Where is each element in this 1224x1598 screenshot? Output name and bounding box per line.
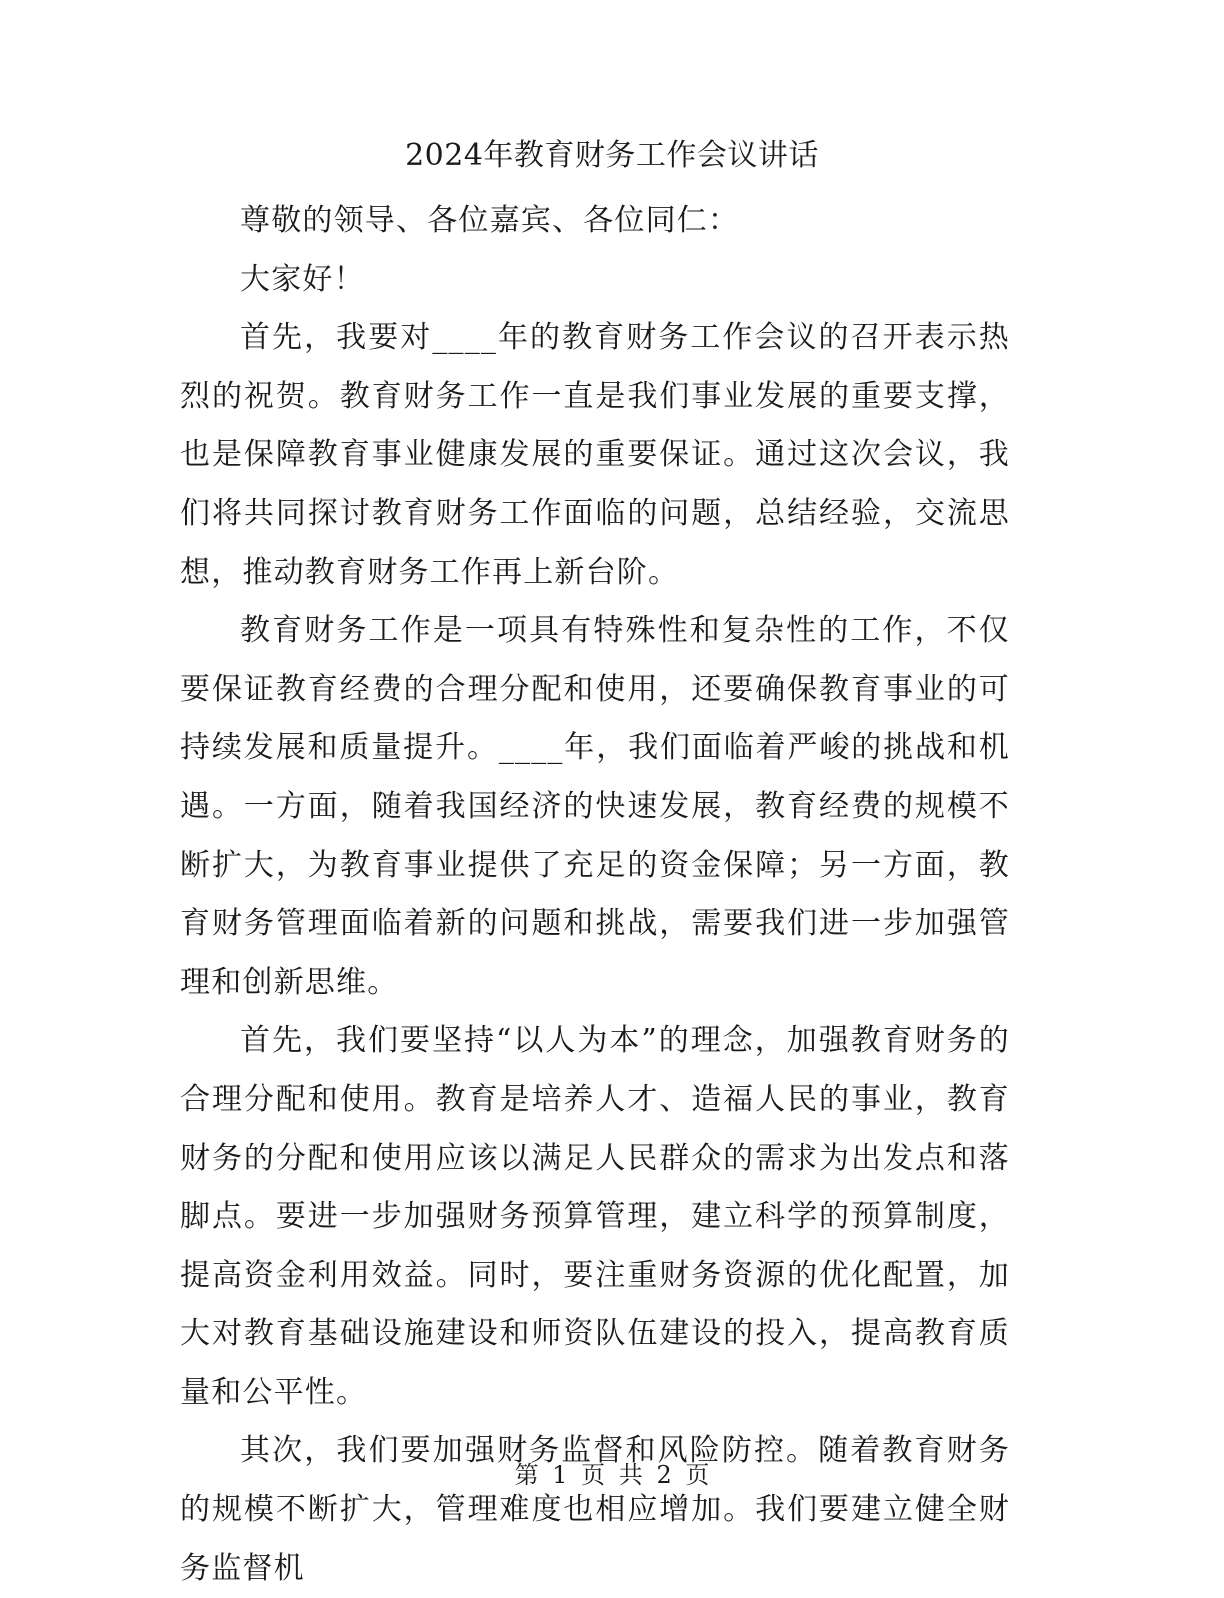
page-number-footer: 第 1 页 共 2 页 bbox=[514, 1461, 710, 1489]
paragraph-2: 教育财务工作是一项具有特殊性和复杂性的工作，不仅要保证教育经费的合理分配和使用，还要确保教育事业的可持续发展和质量提升。____年，我们面临着严峻的挑战和机遇。一方面，随着我国经济的快速发展，教育经费的规模不断扩大，为教育事业提供了充足的资金保障；另一方面，教育财务管理面临着新的问题和挑战，需要我们进一步加强管理和创新思维。 bbox=[180, 613, 1010, 1000]
greeting: 大家好！ bbox=[240, 261, 365, 297]
paragraph-1: 首先，我要对____年的教育财务工作会议的召开表示热烈的祝贺。教育财务工作一直是我们事业发展的重要支撑，也是保障教育事业健康发展的重要保证。通过这次会议，我们将共同探讨教育财务工作面临的问题，总结经验，交流思想，推动教育财务工作再上新台阶。 bbox=[180, 320, 1010, 590]
salutation: 尊敬的领导、各位嘉宾、各位同仁： bbox=[240, 203, 740, 238]
document-title: 2024年教育财务工作会议讲话 bbox=[405, 138, 819, 173]
document-body bbox=[180, 192, 1010, 1598]
paragraph-4: 其次，我们要加强财务监督和风险防控。随着教育财务的规模不断扩大，管理难度也相应增加。我们要建立健全财务监督机 bbox=[180, 1433, 1010, 1586]
paragraph-3: 首先，我们要坚持“以人为本”的理念，加强教育财务的合理分配和使用。教育是培养人才、造福人民的事业，教育财务的分配和使用应该以满足人民群众的需求为出发点和落脚点。要进一步加强财务预算管理，建立科学的预算制度，提高资金利用效益。同时，要注重财务资源的优化配置，加大对教育基础设施建设和师资队伍建设的投入，提高教育质量和公平性。 bbox=[180, 1023, 1010, 1410]
